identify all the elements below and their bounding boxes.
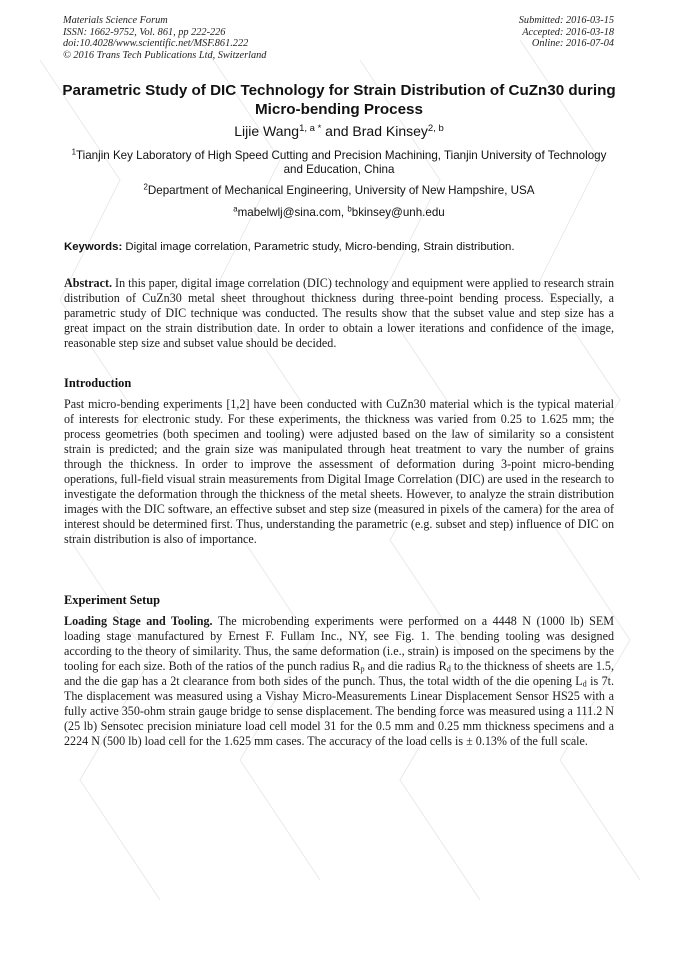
abstract (64, 276, 614, 351)
experiment-heading: Experiment Setup (64, 593, 161, 607)
accepted-date: Accepted: 2016-03-18 (522, 26, 614, 38)
online-date: Online: 2016-07-04 (531, 38, 614, 50)
submitted-date: Submitted: 2016-03-15 (518, 15, 614, 26)
keywords-label: Keywords: (64, 241, 123, 253)
affiliation-2 (70, 184, 608, 198)
die-radius-sub: d (446, 664, 451, 674)
author-2-mark: 2, b (427, 122, 444, 134)
keywords-text: Digital image correlation, Parametric study, Micro-bending, Strain distribution. (122, 241, 515, 253)
abstract-text: In this paper, digital image correlation (DIC) technology and equipment were applied to research strain distribution of CuZn30 metal sheet throughout thickness during three-point bending process. Especially, a parametric study of DIC technique was conducted. The results show that the subset value and step size has a great impact on the strain distribution date. In order to obtain a lower iterations and confidence of the image, reasonable step size and subset value should be decided. (64, 276, 614, 351)
experiment-lead: Loading Stage and Tooling. (64, 614, 213, 628)
affiliation-2-text: Department of Mechanical Engineering, University of New Hampshire, USA (147, 184, 535, 197)
experiment-text-1: The microbending experiments were performed on a 4448 N (1000 lb) SEM loading stage manufactured by Ernest F. Fullam Inc., NY, see Fig. 1. The bending tooling was designed according to the theory of similarity. Thus, the same deformation (i.e., strain) is imposed on the specimens by the tooling for each size. Both of the ratios of the punch radius R (64, 614, 614, 674)
affiliation-2-mark: 2 (143, 182, 148, 192)
author-conjunction: and (321, 123, 353, 139)
experiment-text-4: is 7t. The displacement was measured using a Vishay Micro-Measurements Linear Displacement Sensor HS25 with a fully active 350-ohm strain gauge bridge to sense displacement. The bending force was measured using a 111.2 N (25 lb) Sensotec precision miniature load cell model 31 for the 0.5 mm and 0.25 mm thickness specimens and a 2224 N (500 lb) load cell for the 1.625 mm cases. The accuracy of the load cells is ± 0.13% of the full scale. (64, 674, 614, 749)
paper-title: Parametric Study of DIC Technology for Strain Distribution of CuZn30 during Micro-bending Process (62, 82, 616, 118)
die-opening-sub: d (582, 679, 587, 689)
journal-info (63, 15, 266, 61)
experiment-text (64, 614, 614, 749)
affiliation-1-mark: 1 (71, 147, 76, 157)
abstract-label: Abstract. (64, 276, 113, 290)
author-1: Lijie Wang (234, 123, 300, 139)
doi-line: doi:10.4028/www.scientific.net/MSF.861.222 (63, 38, 249, 50)
author-1-mark: 1, a * (299, 122, 322, 134)
copyright-line: © 2016 Trans Tech Publications Ltd, Switzerland (63, 49, 267, 61)
introduction-text: Past micro-bending experiments [1,2] have been conducted with CuZn30 material which is the typical material of interests for electronic study. For these experiments, the thickness was varied from 0.25 to 1.625 mm; the process geometries (both specimen and tooling) were adjusted based on the law of similarity so a consistent strain is predicted; and the grain size was manipulated through heat treatment to vary the number of grains through the thickness. In order to improve the assessment of deformation during 3-point micro-bending operations, full-field visual strain measurements from Digital Image Correlation (DIC) are used in the research to investigate the deformation through the thickness of the metal sheets. However, to analyze the strain distribution images with the DIC software, an effective subset and step size (measured in pixels of the camera) for the area of interest should be determined first. Thus, understanding the parametric (e.g. subset and step) influence of DIC on strain distribution is also of importance. (64, 397, 614, 547)
experiment-text-2: and die radius R (364, 659, 447, 674)
dates-info (519, 15, 614, 50)
email-b: bkinsey@unh.edu (351, 206, 445, 219)
email-a: mabelwlj@sina.com, (237, 206, 348, 219)
issn-line: ISSN: 1662-9752, Vol. 861, pp 222-226 (63, 26, 226, 38)
author-line (50, 122, 628, 140)
journal-name: Materials Science Forum (63, 15, 168, 26)
introduction-heading: Introduction (64, 376, 132, 390)
affiliation-1-text: Tianjin Key Laboratory of High Speed Cutting and Precision Machining, Tianjin University of Technology and Education, China (76, 149, 607, 177)
email-b-mark: b (347, 204, 352, 214)
author-2: Brad Kinsey (352, 123, 428, 139)
experiment-text-3: to the thickness of sheets are 1.5, and the die gap has a 2t clearance from both sides of the punch. Thus, the total width of the die opening L (64, 659, 615, 689)
keywords (64, 240, 616, 254)
email-a-mark: a (233, 204, 238, 214)
punch-radius-sub: p (360, 664, 365, 674)
email-line (70, 206, 608, 220)
affiliation-1 (70, 149, 608, 178)
